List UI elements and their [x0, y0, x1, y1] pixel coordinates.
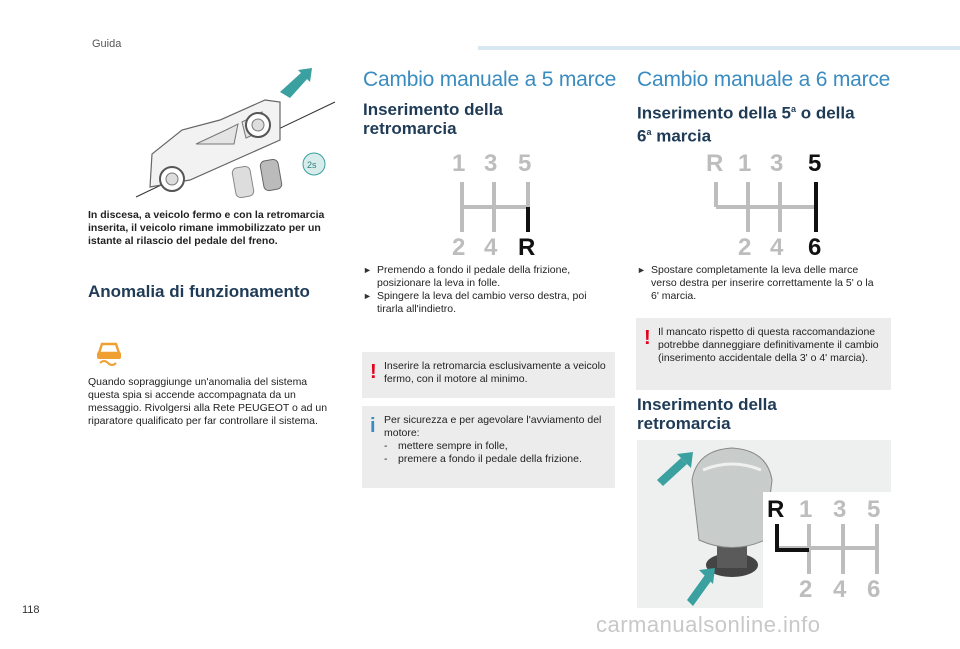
gear-5: 5 [867, 496, 881, 523]
warning-icon: ! [644, 327, 651, 349]
gear-4: 4 [770, 234, 784, 261]
slope-caption: In discesa, a veicolo fermo e con la retromarcia inserita, il veicolo rimane immobilizzato per un istante al rilascio del pedale del freno. [88, 209, 325, 247]
info-icon: i [370, 415, 376, 437]
warning-icon: ! [370, 361, 377, 383]
gear-3: 3 [770, 150, 784, 177]
bullet-item: ► Spostare completamente la leva delle marce verso destra per inserire correttamente la 5' o la 6' marcia. [637, 264, 874, 302]
car-warning-icon [92, 333, 126, 367]
malfunction-heading: Anomalia di funzionamento [88, 282, 310, 301]
gear-6: 6 [867, 576, 881, 603]
reverse-warning-box: ! Inserire la retromarcia esclusivamente a veicolo fermo, con il motore al minimo. [362, 352, 615, 398]
five-speed-gear-diagram [448, 150, 558, 265]
info-item: - premere a fondo il pedale della frizione. [384, 453, 582, 465]
info-intro: Per sicurezza e per agevolare l'avviamento del motore: [384, 414, 602, 439]
info-item: - mettere sempre in folle, [384, 440, 508, 452]
gear-2: 2 [799, 576, 813, 603]
reverse-subtitle-6: Inserimento della retromarcia [637, 395, 777, 433]
gear-knob-illustration [637, 440, 891, 608]
gear-2: 2 [452, 234, 466, 261]
five-speed-title: Cambio manuale a 5 marce [363, 68, 617, 91]
gear-1: 1 [738, 150, 752, 177]
section-bar [478, 46, 960, 50]
malfunction-text: Quando sopraggiunge un'anomalia del sistema questa spia si accende accompagnata da un messaggio. Rivolgersi alla Rete PEUGEOT o ad un riparatore qualificato per far controllare il sistema. [88, 376, 328, 427]
gear-4: 4 [833, 576, 847, 603]
bullet-item: ► Premendo a fondo il pedale della frizione, posizionare la leva in folle. [363, 264, 571, 289]
section-label: Guida [92, 38, 122, 50]
six-speed-gear-diagram [704, 150, 834, 265]
reverse-subtitle: Inserimento della retromarcia [363, 100, 503, 138]
car-on-slope-illustration [130, 62, 350, 202]
watermark: carmanualsonline.info [596, 612, 821, 637]
gear-3: 3 [833, 496, 847, 523]
gear-6: 6 [808, 234, 822, 261]
fifth-sixth-subtitle: Inserimento della 5$^a$ o della 6$^a$ marcia [637, 103, 855, 146]
pedals-icon [232, 153, 325, 198]
gear-3: 3 [484, 150, 498, 177]
gear-1: 1 [452, 150, 466, 177]
gear-5: 5 [518, 150, 532, 177]
bullet-item: ► Spingere la leva del cambio verso destra, poi tirarla all'indietro. [363, 290, 587, 315]
reverse-gear-diagram [763, 492, 891, 608]
gear-2: 2 [738, 234, 752, 261]
gear-4: 4 [484, 234, 498, 261]
gear-r: R [767, 496, 785, 523]
gearbox-warning-box: ! Il mancato rispetto di questa raccomandazione potrebbe danneggiare definitivamente il cambio (inserimento accidentale della 3' o 4' marcia). [636, 318, 891, 390]
gear-5: 5 [808, 150, 822, 177]
six-speed-title: Cambio manuale a 6 marce [637, 68, 891, 91]
svg-text:2s: 2s [307, 160, 317, 170]
gear-r: R [706, 150, 724, 177]
gear-r: R [518, 234, 536, 261]
gear-1: 1 [799, 496, 813, 523]
safety-info-box [362, 406, 615, 488]
page-number: 118 [22, 604, 40, 616]
